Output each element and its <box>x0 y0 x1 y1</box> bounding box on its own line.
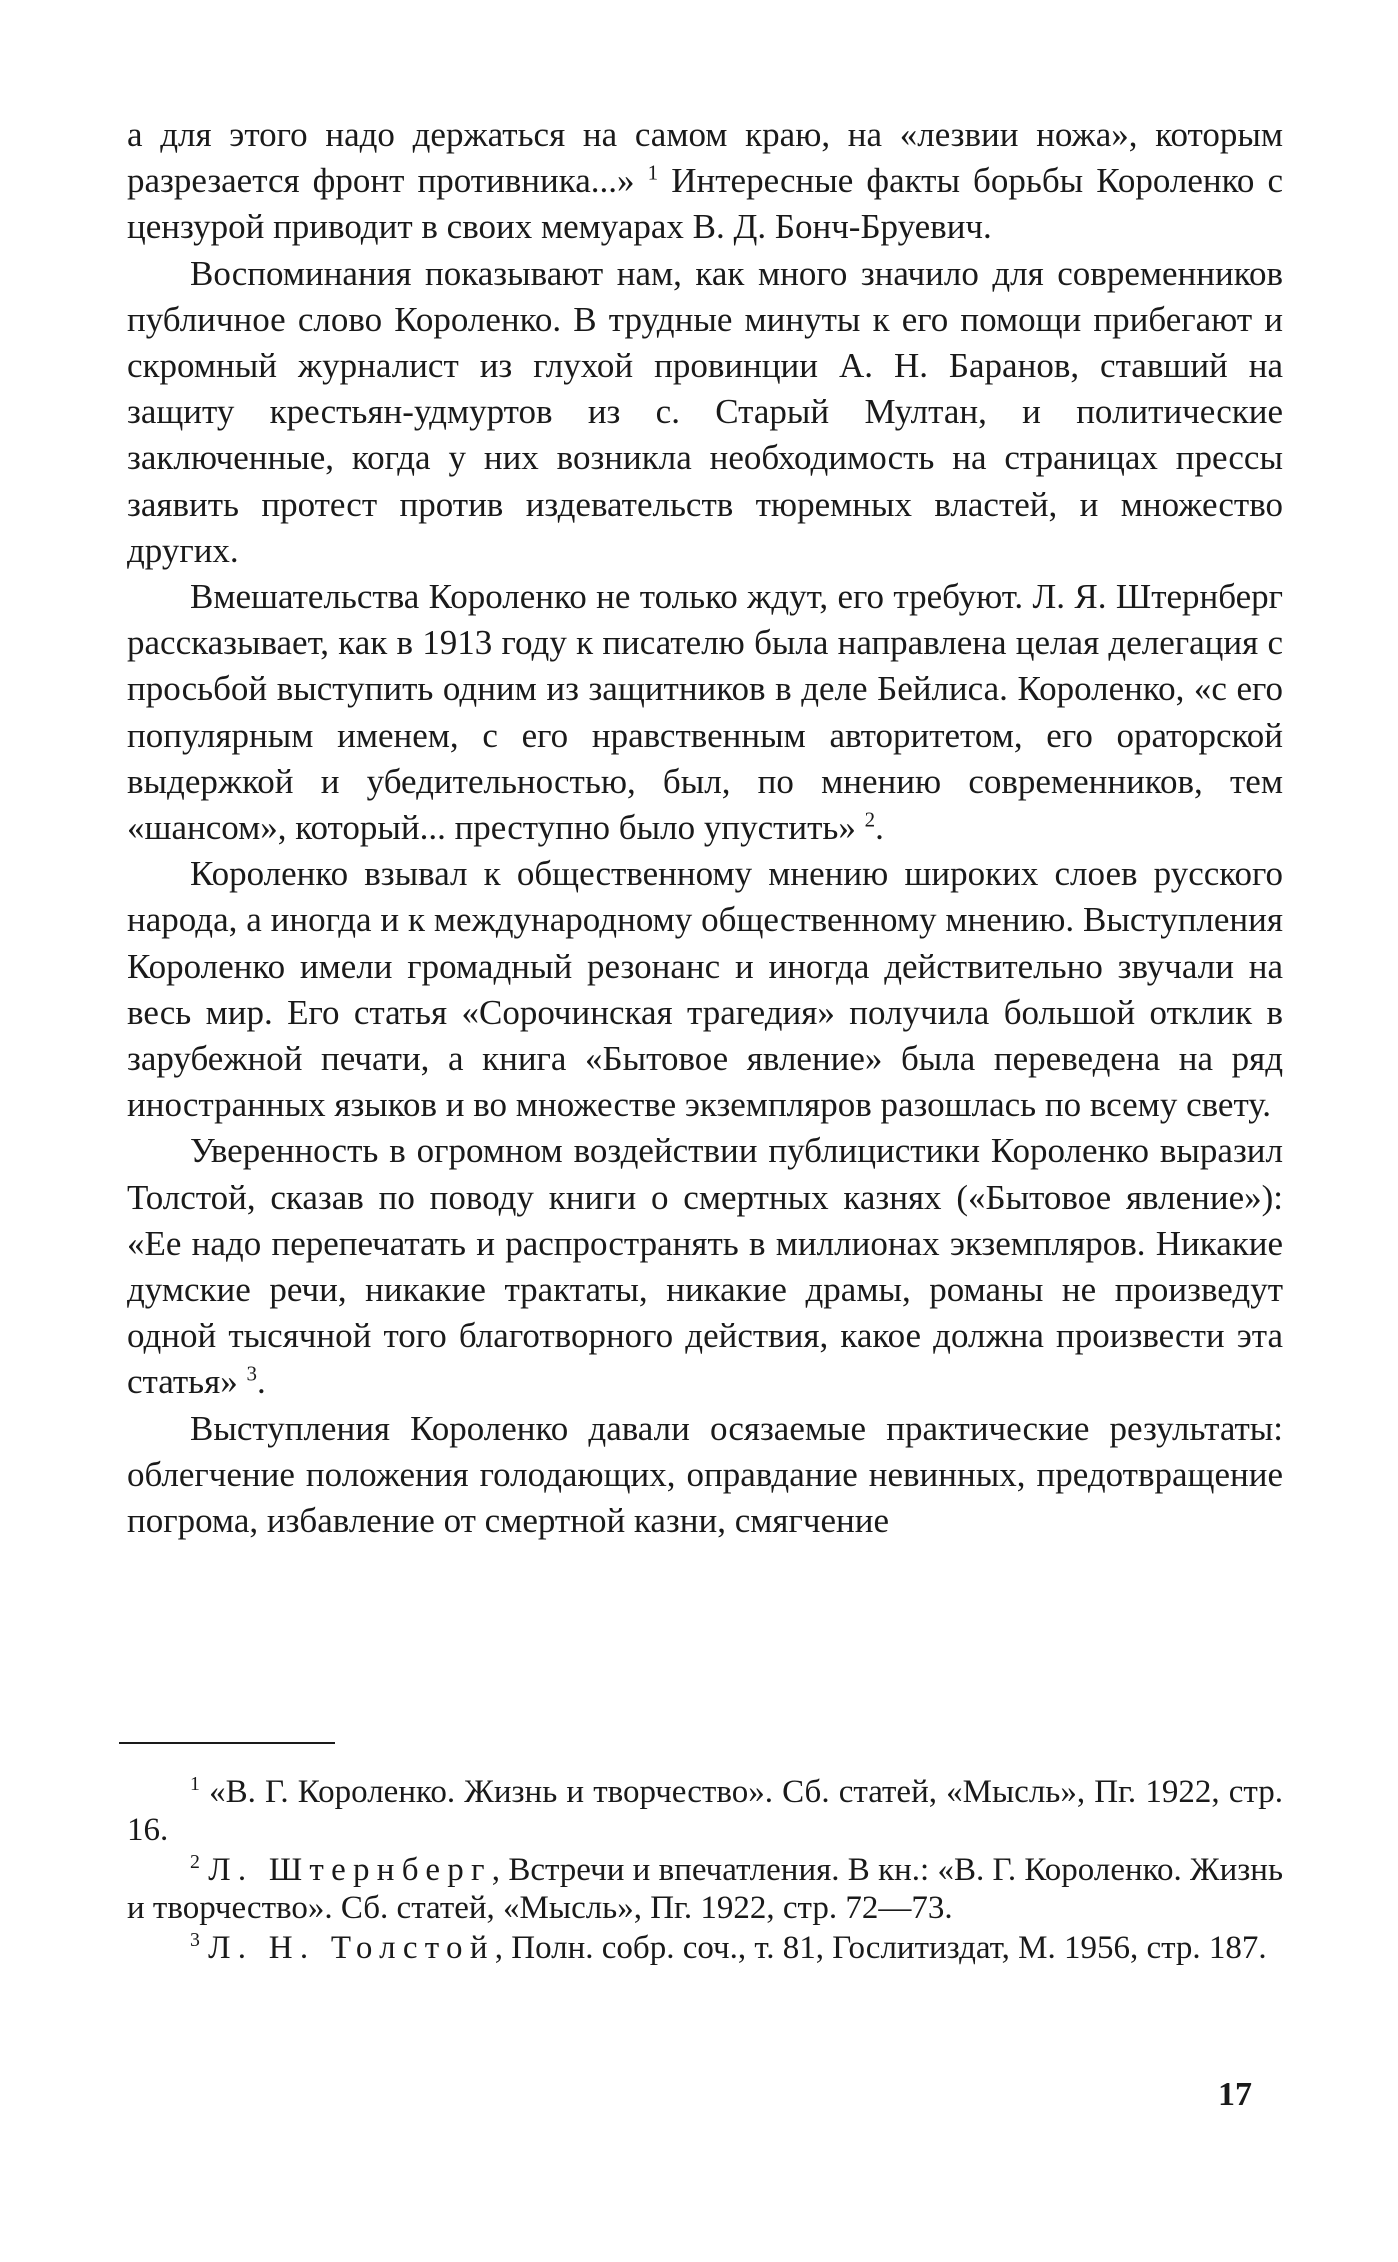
footnotes <box>127 1773 1283 1969</box>
footnote-1-mark: 1 <box>190 1773 200 1795</box>
paragraph-3 <box>127 574 1283 851</box>
footnote-ref-2: 2 <box>864 807 876 832</box>
paragraph-5-text: Уверенность в огромном воздействии публицистики Короленко выразил Толстой, сказав по поводу книги о смертных казнях («Бытовое явление»): «Ее надо перепечатать и распространять в миллионах экземпляров. Никакие думские речи, никакие трактаты, никакие драмы, романы не произведут одной тысячной того благотворного действия, какое должна произвести эта статья» <box>127 1131 1283 1402</box>
paragraph-1 <box>127 112 1283 251</box>
footnote-2-mark: 2 <box>190 1851 200 1873</box>
footnote-2-author: Л. Штернберг <box>208 1852 492 1888</box>
footnote-ref-1: 1 <box>647 160 659 185</box>
paragraph-3-period: . <box>875 808 884 848</box>
paragraph-5 <box>127 1128 1283 1405</box>
paragraph-2: Воспоминания показывают нам, как много значило для современников публичное слово Короленко. В трудные минуты к его помощи прибегают и скромный журналист из глухой провинции А. Н. Баранов, ставший на защиту крестьян-удмуртов из с. Старый Мултан, и политические заключенные, когда у них возникла необходимость на страницах прессы заявить протест против издевательств тюремных властей, и множество других. <box>127 253 1283 570</box>
footnote-ref-3: 3 <box>246 1361 257 1386</box>
paragraph-3-text: Вмешательства Короленко не только ждут, его требуют. Л. Я. Штернберг рассказывает, как в 1913 году к писателю была направлена целая делегация с просьбой выступить одним из защитников в деле Бейлиса. Короленко, «с его популярным именем, с его нравственным авторитетом, его ораторской выдержкой и убедительностью, был, по мнению современников, тем «шансом», который... преступно было упустить» <box>127 577 1283 848</box>
paragraph-1-start: а для этого надо держаться на самом краю, на «лезвии ножа», которым разрезается фронт противника...» <box>127 115 1283 201</box>
footnote-1-text: «В. Г. Короленко. Жизнь и творчество». Сб. статей, «Мысль», Пг. 1922, стр. 16. <box>127 1774 1283 1848</box>
paragraph-4: Короленко взывал к общественному мнению широких слоев русского народа, а иногда и к международному общественному мнению. Выступления Короленко имели громадный резонанс и иногда действительно звучали на весь мир. Его статья «Сорочинская трагедия» получила большой отклик в зарубежной печати, а книга «Бытовое явление» была переведена на ряд иностранных языков и во множестве экземпляров разошлась по всему свету. <box>127 854 1283 1125</box>
page-number: 17 <box>1218 2076 1252 2113</box>
footnote-2 <box>127 1851 1283 1927</box>
footnote-3-mark: 3 <box>190 1929 200 1951</box>
footnote-2-text: , Встречи и впечатления. В кн.: «В. Г. Короленко. Жизнь и творчество». Сб. статей, «Мысль», Пг. 1922, стр. 72—73. <box>127 1852 1284 1926</box>
paragraph-5-period: . <box>257 1362 266 1402</box>
footnote-3-author: Л. Н. Толстой <box>208 1930 495 1966</box>
footnote-divider <box>119 1742 335 1744</box>
footnote-3-text: , Полн. собр. соч., т. 81, Гослитиздат, М. 1956, стр. 187. <box>494 1930 1267 1966</box>
main-text <box>127 112 1283 1544</box>
paragraph-1-end: Интересные факты борьбы Короленко с цензурой приводит в своих мемуарах В. Д. Бонч-Бруевич. <box>127 161 1283 247</box>
paragraph-6: Выступления Короленко давали осязаемые практические результаты: облегчение положения голодающих, оправдание невинных, предотвращение погрома, избавление от смертной казни, смягчение <box>127 1408 1283 1541</box>
footnote-1 <box>127 1773 1283 1849</box>
footnote-3 <box>127 1929 1283 1967</box>
